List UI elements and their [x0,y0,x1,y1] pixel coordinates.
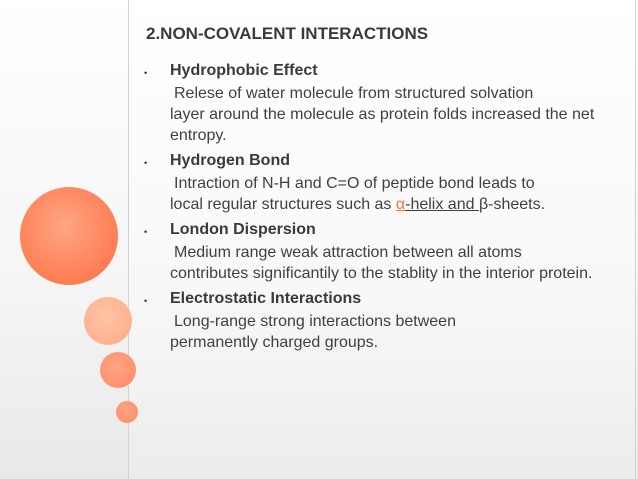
bullet-description: Relese of water molecule from structured solvation layer around the molecule as protein folds increased the net entropy. [170,85,595,144]
slide-title: 2.NON-COVALENT INTERACTIONS [146,24,429,43]
decorative-circle-medium [84,297,132,345]
alpha-helix-link[interactable]: α-helix and [395,196,479,213]
bullet-heading: Hydrophobic Effect [170,62,318,79]
bullet-item-electrostatic [140,290,620,353]
bullet-item-london-dispersion [140,221,620,284]
decorative-circle-small [100,352,136,388]
bullet-icon: • [144,296,148,306]
bullet-heading: Electrostatic Interactions [170,290,362,307]
bullet-list [140,62,620,359]
bullet-icon: • [144,158,148,168]
decorative-circle-tiny [116,401,138,423]
bullet-icon: • [144,227,148,237]
bullet-icon: • [144,68,148,78]
bullet-description: Medium range weak attraction between all atoms contributes significantily to the stablity in the interior protein. [170,244,593,282]
bullet-heading: London Dispersion [170,221,316,238]
decorative-circle-large [20,187,118,285]
bullet-description: Long-range strong interactions between permanently charged groups. [170,313,456,351]
bullet-description: Intraction of N-H and C=O of peptide bond leads to local regular structures such as α-helix and β-sheets. [170,175,546,213]
bullet-item-hydrogen-bond [140,152,620,215]
bullet-heading: Hydrogen Bond [170,152,290,169]
bullet-item-hydrophobic [140,62,620,146]
